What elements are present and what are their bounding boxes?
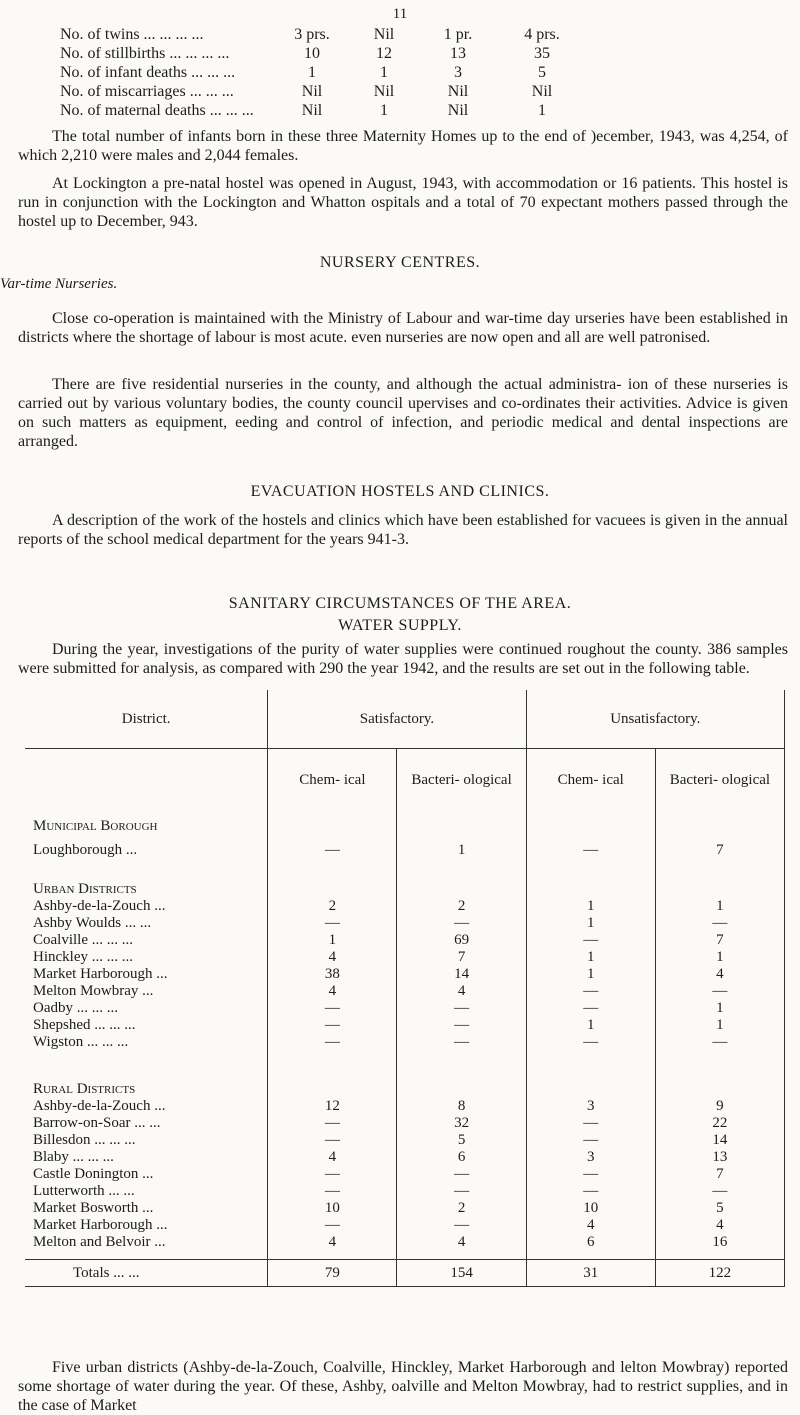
table-section-heading: Rural Districts bbox=[25, 1051, 268, 1098]
sample-count: 6 bbox=[526, 1234, 655, 1251]
header-satisfactory-bacteriological: Bacteri- ological bbox=[397, 749, 526, 812]
table-row bbox=[25, 1234, 785, 1251]
paragraph-shortage-text: Five urban districts (Ashby-de-la-Zouch, Coalville, Hinckley, Market Harborough and lelton Mowbray) reported some shortage of water during the year. Of these, Ashby, oalville and Melton Mowbray, had to restrict supplies, and in the case of Market bbox=[18, 1359, 788, 1414]
sample-count: — bbox=[655, 1034, 784, 1051]
sample-count: — bbox=[397, 1017, 526, 1034]
district-name: Oadby ... ... ... bbox=[25, 1000, 268, 1017]
sample-count: 4 bbox=[268, 949, 397, 966]
stats-label: No. of infant deaths ... ... ... bbox=[60, 64, 236, 81]
sample-count: 2 bbox=[268, 898, 397, 915]
district-name: Ashby Woulds ... ... bbox=[25, 915, 268, 932]
paragraph-hostel-text: At Lockington a pre-natal hostel was opened in August, 1943, with accommodation or 16 patients. This hostel is run in conjunction with the Lockington and Whatton ospitals and a total of 70 expectant mothers passed through the hostel up to December, 943. bbox=[18, 175, 788, 230]
sample-count: — bbox=[526, 1166, 655, 1183]
stats-value: Nil bbox=[301, 102, 323, 119]
sample-count: 7 bbox=[655, 842, 784, 859]
district-name: Ashby-de-la-Zouch ... bbox=[25, 898, 268, 915]
table-section-heading: Urban Districts bbox=[25, 859, 268, 898]
sample-count: 3 bbox=[526, 1149, 655, 1166]
district-name: Melton and Belvoir ... bbox=[25, 1234, 268, 1251]
totals-value: 122 bbox=[655, 1260, 784, 1287]
heading-water-supply: WATER SUPPLY. bbox=[338, 617, 462, 634]
table-row bbox=[25, 966, 785, 983]
sample-count: — bbox=[268, 842, 397, 859]
stats-value: 3 prs. bbox=[294, 26, 330, 43]
table-section-row bbox=[25, 811, 785, 842]
table-row bbox=[25, 898, 785, 915]
district-name: Coalville ... ... ... bbox=[25, 932, 268, 949]
stats-row bbox=[60, 45, 780, 64]
table-row bbox=[25, 1217, 785, 1234]
sample-count: 14 bbox=[397, 966, 526, 983]
table-row bbox=[25, 1183, 785, 1200]
stats-row bbox=[60, 64, 780, 83]
sample-count: 1 bbox=[655, 949, 784, 966]
totals-value: 154 bbox=[397, 1260, 526, 1287]
sample-count: 3 bbox=[526, 1098, 655, 1115]
table-row bbox=[25, 1000, 785, 1017]
paragraph-cooperation bbox=[18, 309, 788, 347]
sample-count: 4 bbox=[268, 983, 397, 1000]
stats-value: 35 bbox=[534, 45, 550, 62]
heading-nursery-centres: NURSERY CENTRES. bbox=[319, 254, 481, 271]
sample-count: — bbox=[526, 932, 655, 949]
stats-value: Nil bbox=[447, 102, 469, 119]
sample-count: — bbox=[268, 1017, 397, 1034]
sample-count: — bbox=[268, 1132, 397, 1149]
sample-count: — bbox=[655, 1183, 784, 1200]
totals-value: 31 bbox=[526, 1260, 655, 1287]
stats-value: 5 bbox=[538, 64, 546, 81]
sample-count: — bbox=[268, 1166, 397, 1183]
sample-count: 5 bbox=[655, 1200, 784, 1217]
stats-label: No. of twins ... ... ... ... bbox=[60, 26, 204, 43]
sample-count: — bbox=[397, 915, 526, 932]
header-unsatisfactory-chemical: Chem- ical bbox=[526, 749, 655, 812]
paragraph-evacuation bbox=[18, 511, 788, 549]
district-name: Market Harborough ... bbox=[25, 966, 268, 983]
paragraph-shortage bbox=[18, 1358, 788, 1415]
sample-count: 4 bbox=[655, 1217, 784, 1234]
sample-count: 7 bbox=[397, 949, 526, 966]
stats-value: 12 bbox=[376, 45, 392, 62]
sample-count: 1 bbox=[526, 966, 655, 983]
sample-count: 16 bbox=[655, 1234, 784, 1251]
table-row bbox=[25, 1132, 785, 1149]
district-name: Ashby-de-la-Zouch ... bbox=[25, 1098, 268, 1115]
sample-count: 1 bbox=[397, 842, 526, 859]
table-row bbox=[25, 1098, 785, 1115]
sample-count: — bbox=[526, 1034, 655, 1051]
header-satisfactory: Satisfactory. bbox=[268, 690, 526, 749]
sample-count: 12 bbox=[268, 1098, 397, 1115]
stats-value: Nil bbox=[301, 83, 323, 100]
heading-sanitary: SANITARY CIRCUMSTANCES OF THE AREA. bbox=[228, 595, 572, 612]
paragraph-residential-text: There are five residential nurseries in the county, and although the actual administra- ion of these nurseries is carried out by various voluntary bodies, the county council upervises and co-ordinates their activities. Advice is given on such matters as equipment, eeding and control of infection, and periodic medical and dental inspections are arranged. bbox=[18, 376, 788, 450]
district-name: Loughborough ... bbox=[25, 842, 268, 859]
sample-count: — bbox=[268, 1000, 397, 1017]
district-name: Hinckley ... ... ... bbox=[25, 949, 268, 966]
sample-count: 4 bbox=[397, 1234, 526, 1251]
stats-row bbox=[60, 26, 780, 45]
header-unsatisfactory: Unsatisfactory. bbox=[526, 690, 784, 749]
heading-evacuation: EVACUATION HOSTELS AND CLINICS. bbox=[250, 483, 550, 500]
district-name: Wigston ... ... ... bbox=[25, 1034, 268, 1051]
sample-count: 4 bbox=[268, 1149, 397, 1166]
sample-count: 2 bbox=[397, 1200, 526, 1217]
sample-count: — bbox=[526, 1115, 655, 1132]
table-row bbox=[25, 1034, 785, 1051]
paragraph-water-text: During the year, investigations of the purity of water supplies were continued roughout the county. 386 samples were submitted for analysis, as compared with 290 the year 1942, and the results are set out in the following table. bbox=[18, 641, 788, 677]
paragraph-cooperation-text: Close co-operation is maintained with the Ministry of Labour and war-time day urseries have been established in districts where the shortage of labour is most acute. even nurseries are now open and all are well patronised. bbox=[18, 310, 788, 346]
stats-value: Nil bbox=[531, 83, 553, 100]
table-row bbox=[25, 915, 785, 932]
stats-value: 10 bbox=[304, 45, 320, 62]
table-row bbox=[25, 932, 785, 949]
header-satisfactory-chemical: Chem- ical bbox=[268, 749, 397, 812]
table-row bbox=[25, 1149, 785, 1166]
table-section-row bbox=[25, 1051, 785, 1098]
totals-value: 79 bbox=[268, 1260, 397, 1287]
sample-count: 1 bbox=[526, 915, 655, 932]
subheading-wartime-nurseries: Var-time Nurseries. bbox=[0, 276, 118, 292]
sample-count: 10 bbox=[268, 1200, 397, 1217]
sample-count: 6 bbox=[397, 1149, 526, 1166]
maternity-stats bbox=[60, 26, 780, 121]
district-name: Lutterworth ... ... bbox=[25, 1183, 268, 1200]
sample-count: — bbox=[655, 915, 784, 932]
page-number: 11 bbox=[392, 6, 408, 22]
sample-count: 69 bbox=[397, 932, 526, 949]
paragraph-residential bbox=[18, 375, 788, 451]
sample-count: — bbox=[397, 1183, 526, 1200]
table-section-heading: Municipal Borough bbox=[25, 811, 268, 842]
sample-count: — bbox=[526, 842, 655, 859]
sample-count: — bbox=[397, 1034, 526, 1051]
table-row bbox=[25, 1200, 785, 1217]
sample-count: 1 bbox=[655, 898, 784, 915]
table-row bbox=[25, 949, 785, 966]
district-name: Blaby ... ... ... bbox=[25, 1149, 268, 1166]
sample-count: 13 bbox=[655, 1149, 784, 1166]
sample-count: 1 bbox=[526, 898, 655, 915]
paragraph-water bbox=[18, 640, 788, 678]
sample-count: 10 bbox=[526, 1200, 655, 1217]
paragraph-infants-text: The total number of infants born in these three Maternity Homes up to the end of )ecember, 1943, was 4,254, of which 2,210 were males and 2,044 females. bbox=[18, 128, 788, 164]
sample-count: 22 bbox=[655, 1115, 784, 1132]
table-row bbox=[25, 842, 785, 859]
stats-value: 1 bbox=[538, 102, 546, 119]
table-row bbox=[25, 1166, 785, 1183]
table-totals-row bbox=[25, 1260, 785, 1287]
paragraph-evacuation-text: A description of the work of the hostels and clinics which have been established for vacuees is given in the annual reports of the school medical department for the years 941-3. bbox=[18, 512, 788, 548]
sample-count: — bbox=[268, 915, 397, 932]
sample-count: 1 bbox=[268, 932, 397, 949]
stats-value: 1 bbox=[308, 64, 316, 81]
table-section-row bbox=[25, 859, 785, 898]
sample-count: — bbox=[526, 1000, 655, 1017]
district-name: Barrow-on-Soar ... ... bbox=[25, 1115, 268, 1132]
stats-row bbox=[60, 102, 780, 121]
stats-label: No. of maternal deaths ... ... ... bbox=[60, 102, 254, 119]
sample-count: — bbox=[268, 1034, 397, 1051]
sample-count: — bbox=[655, 983, 784, 1000]
sample-count: — bbox=[268, 1183, 397, 1200]
district-name: Melton Mowbray ... bbox=[25, 983, 268, 1000]
sample-count: 1 bbox=[655, 1000, 784, 1017]
sample-count: 8 bbox=[397, 1098, 526, 1115]
sample-count: 7 bbox=[655, 1166, 784, 1183]
stats-value: 3 bbox=[454, 64, 462, 81]
sample-count: 14 bbox=[655, 1132, 784, 1149]
sample-count: 4 bbox=[268, 1234, 397, 1251]
totals-label: Totals ... ... bbox=[25, 1260, 268, 1287]
sample-count: 4 bbox=[397, 983, 526, 1000]
sample-count: — bbox=[268, 1217, 397, 1234]
sample-count: 2 bbox=[397, 898, 526, 915]
paragraph-infants bbox=[18, 127, 788, 165]
sample-count: — bbox=[526, 1132, 655, 1149]
header-district: District. bbox=[25, 690, 268, 749]
stats-value: 1 bbox=[380, 64, 388, 81]
sample-count: — bbox=[397, 1166, 526, 1183]
sample-count: 32 bbox=[397, 1115, 526, 1132]
sample-count: 9 bbox=[655, 1098, 784, 1115]
table-row bbox=[25, 1115, 785, 1132]
sample-count: 7 bbox=[655, 932, 784, 949]
sample-count: — bbox=[397, 1000, 526, 1017]
paragraph-hostel bbox=[18, 174, 788, 231]
water-samples-table bbox=[25, 690, 785, 1287]
district-name: Shepshed ... ... ... bbox=[25, 1017, 268, 1034]
district-name: Market Harborough ... bbox=[25, 1217, 268, 1234]
stats-value: Nil bbox=[373, 83, 395, 100]
sample-count: — bbox=[268, 1115, 397, 1132]
header-unsatisfactory-bacteriological: Bacteri- ological bbox=[655, 749, 784, 812]
stats-value: 1 bbox=[380, 102, 388, 119]
sample-count: 4 bbox=[526, 1217, 655, 1234]
stats-value: 1 pr. bbox=[443, 26, 473, 43]
sample-count: — bbox=[526, 983, 655, 1000]
stats-value: Nil bbox=[373, 26, 395, 43]
table-row bbox=[25, 1017, 785, 1034]
stats-label: No. of miscarriages ... ... ... bbox=[60, 83, 234, 100]
sample-count: — bbox=[397, 1217, 526, 1234]
stats-row bbox=[60, 83, 780, 102]
sample-count: — bbox=[526, 1183, 655, 1200]
district-name: Market Bosworth ... bbox=[25, 1200, 268, 1217]
table-row bbox=[25, 983, 785, 1000]
district-name: Castle Donington ... bbox=[25, 1166, 268, 1183]
sample-count: 4 bbox=[655, 966, 784, 983]
sample-count: 38 bbox=[268, 966, 397, 983]
stats-value: 4 prs. bbox=[524, 26, 560, 43]
stats-value: Nil bbox=[447, 83, 469, 100]
stats-label: No. of stillbirths ... ... ... ... bbox=[60, 45, 230, 62]
stats-value: 13 bbox=[450, 45, 466, 62]
sample-count: 1 bbox=[526, 949, 655, 966]
sample-count: 5 bbox=[397, 1132, 526, 1149]
sample-count: 1 bbox=[655, 1017, 784, 1034]
sample-count: 1 bbox=[526, 1017, 655, 1034]
district-name: Billesdon ... ... ... bbox=[25, 1132, 268, 1149]
